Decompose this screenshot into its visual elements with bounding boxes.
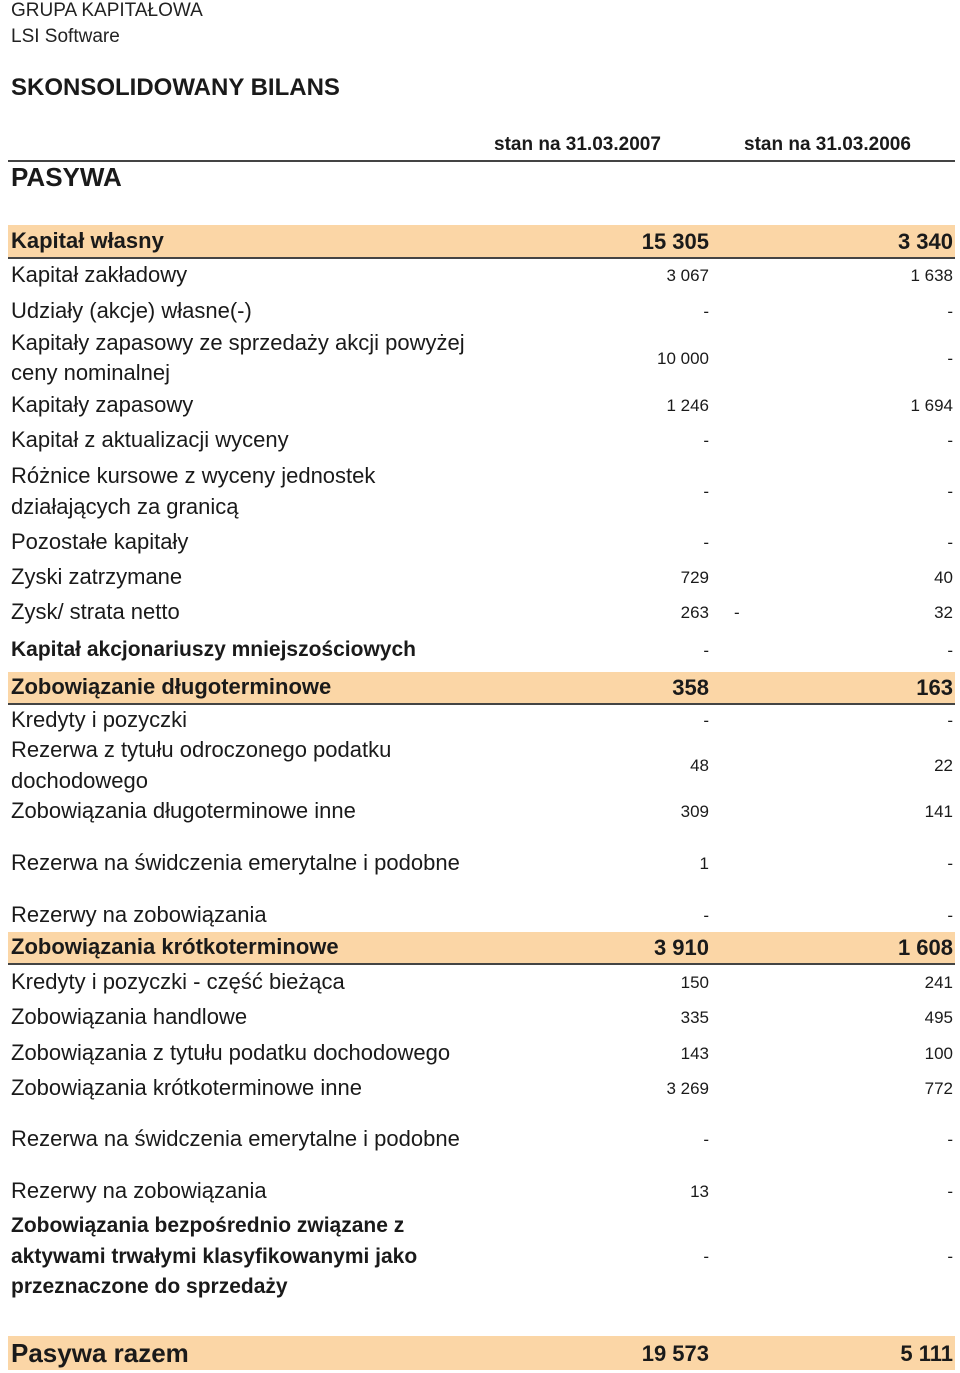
table-row — [8, 562, 955, 594]
row-label: Zobowiązania handlowe — [11, 1004, 248, 1029]
value-2006: - — [947, 349, 953, 368]
row-label: Rezerwy na zobowiązania — [11, 902, 267, 927]
value-2006: - — [947, 482, 953, 501]
value-2006: 5 111 — [900, 1341, 953, 1366]
table-row — [8, 1211, 955, 1303]
value-2007: - — [703, 1130, 709, 1149]
table-row — [8, 1124, 955, 1156]
row-label: Kredyty i pozyczki — [11, 707, 188, 732]
value-2006: - — [947, 641, 953, 660]
table-row — [8, 597, 955, 629]
table-row — [8, 1176, 955, 1208]
value-2007: - — [703, 302, 709, 321]
table-row-section — [8, 672, 955, 703]
value-2007: 1 — [699, 854, 709, 873]
table-row — [8, 967, 955, 999]
value-2006: - — [947, 711, 953, 730]
table-row — [8, 705, 955, 737]
table-row — [8, 635, 955, 667]
row-label: Pasywa razem — [11, 1338, 189, 1368]
value-2007: 15 305 — [641, 229, 709, 254]
table-row — [8, 848, 955, 880]
table-row-total — [8, 1336, 955, 1370]
value-2007: - — [703, 533, 709, 552]
row-label: Zobowiązanie długoterminowe — [11, 674, 332, 699]
table-row — [8, 425, 955, 457]
table-row — [8, 527, 955, 559]
value-2006: 22 — [934, 756, 953, 775]
column-header-2007: stan na 31.03.2007 — [494, 134, 661, 155]
value-2006: 772 — [924, 1079, 953, 1098]
row-label: Zyski zatrzymane — [11, 564, 183, 589]
row-label: Zobowiązania krótkoterminowe — [11, 934, 339, 959]
table-row — [8, 900, 955, 930]
row-label: Zobowiązania długoterminowe inne — [11, 798, 356, 823]
row-label-continued: przeznaczone do sprzedaży — [11, 1275, 288, 1298]
value-2006: - — [947, 1130, 953, 1149]
column-header-2006: stan na 31.03.2006 — [744, 134, 911, 155]
row-label-continued: ceny nominalnej — [11, 360, 170, 385]
value-2007: 3 067 — [666, 266, 709, 285]
value-2007: 309 — [680, 802, 709, 821]
value-2007: 13 — [690, 1182, 709, 1201]
value-2006: 141 — [924, 802, 953, 821]
company-name: GRUPA KAPITAŁOWA — [11, 0, 203, 21]
row-label: Zobowiązania krótkoterminowe inne — [11, 1075, 362, 1100]
value-2006: 1 638 — [910, 266, 953, 285]
table-row — [8, 260, 955, 292]
row-label: Kapitał własny — [11, 228, 164, 253]
table-row — [8, 735, 955, 795]
value-2006: 1 694 — [910, 396, 953, 415]
row-label: Rezerwy na zobowiązania — [11, 1178, 267, 1203]
table-row-section — [8, 932, 955, 963]
value-2007: 263 — [680, 603, 709, 622]
value-2007: 358 — [672, 675, 709, 700]
value-2007: 143 — [680, 1044, 709, 1063]
table-row — [8, 328, 955, 390]
company-subtitle: LSI Software — [11, 26, 120, 47]
value-2007: - — [703, 641, 709, 660]
table-row — [8, 796, 955, 828]
value-2006: - — [947, 1182, 953, 1201]
row-label: Kapitał zakładowy — [11, 262, 188, 287]
row-label: Kredyty i pozyczki - część bieżąca — [11, 969, 345, 994]
value-2006: 3 340 — [897, 229, 953, 254]
value-2006: 100 — [924, 1044, 953, 1063]
row-label: Pozostałe kapitały — [11, 529, 189, 554]
value-2006: - — [947, 906, 953, 925]
row-divider — [8, 963, 955, 965]
value-2006: - — [947, 533, 953, 552]
row-divider — [8, 257, 955, 259]
row-label: Kapitały zapasowy ze sprzedaży akcji powyżej — [11, 330, 465, 355]
value-2007: - — [703, 431, 709, 450]
table-row — [8, 1073, 955, 1105]
value-2007: 729 — [680, 568, 709, 587]
section-title: PASYWA — [11, 162, 122, 192]
table-row — [8, 1002, 955, 1034]
table-row-section — [8, 225, 955, 257]
table-row — [8, 461, 955, 523]
value-2007: 335 — [680, 1008, 709, 1027]
value-2006: 163 — [916, 675, 953, 700]
value-2006: - — [947, 1247, 953, 1266]
value-2007: 48 — [690, 756, 709, 775]
table-row — [8, 296, 955, 328]
row-label: Udziały (akcje) własne(-) — [11, 298, 252, 323]
value-2006: 241 — [924, 973, 953, 992]
row-label: Zobowiązania bezpośrednio związane z — [11, 1214, 405, 1237]
value-2007: 10 000 — [657, 349, 709, 368]
value-2007: 150 — [680, 973, 709, 992]
value-2007: - — [703, 906, 709, 925]
value-2006: - — [947, 854, 953, 873]
row-label-continued: aktywami trwałymi klasyfikowanymi jako — [11, 1245, 418, 1268]
value-2006: - — [947, 302, 953, 321]
value-sign: - — [734, 603, 740, 622]
value-2007: - — [703, 711, 709, 730]
page-title: SKONSOLIDOWANY BILANS — [11, 74, 340, 101]
row-label: Kapitał akcjonariuszy mniejszościowych — [11, 638, 416, 661]
value-2006: 40 — [934, 568, 953, 587]
table-row — [8, 1038, 955, 1070]
row-label: Kapitały zapasowy — [11, 392, 194, 417]
value-2007: 1 246 — [666, 396, 709, 415]
row-label: Kapitał z aktualizacji wyceny — [11, 427, 289, 452]
row-label: Rezerwa na świdczenia emerytalne i podobne — [11, 850, 460, 875]
row-label-continued: dochodowego — [11, 768, 149, 793]
header-divider — [8, 160, 955, 162]
row-label: Zobowiązania z tytułu podatku dochodowego — [11, 1040, 451, 1065]
table-row — [8, 390, 955, 422]
value-2006: 32 — [934, 603, 953, 622]
row-label: Rezerwa z tytułu odroczonego podatku — [11, 737, 392, 762]
row-label: Różnice kursowe z wyceny jednostek — [11, 463, 376, 488]
value-2007: 19 573 — [641, 1341, 709, 1366]
value-2006: - — [947, 431, 953, 450]
row-label: Zysk/ strata netto — [11, 599, 180, 624]
value-2006: 1 608 — [897, 935, 953, 960]
value-2007: 3 910 — [653, 935, 709, 960]
row-label-continued: działających za granicą — [11, 494, 239, 519]
value-2007: - — [703, 1247, 709, 1266]
value-2006: 495 — [924, 1008, 953, 1027]
value-2007: - — [703, 482, 709, 501]
row-label: Rezerwa na świdczenia emerytalne i podobne — [11, 1126, 460, 1151]
value-2007: 3 269 — [666, 1079, 709, 1098]
